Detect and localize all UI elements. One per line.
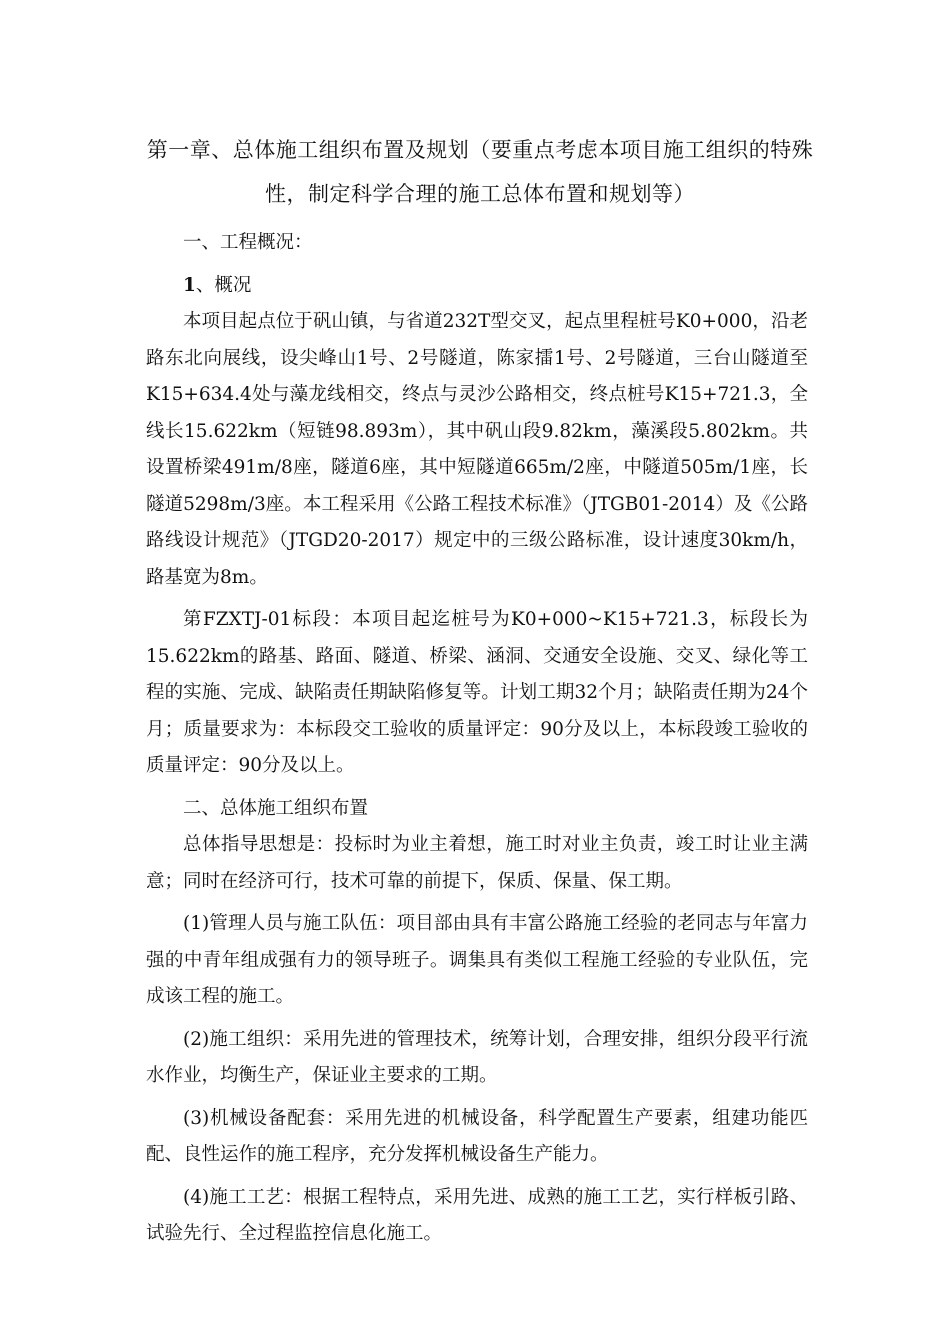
list-item-equipment: (3)机械设备配套：采用先进的机械设备，科学配置生产要素，组建功能匹配、良性运作的施工程序，充分发挥机械设备生产能力。	[146, 1107, 808, 1165]
paragraph-section-scope: 第FZXTJ-01标段：本项目起迄桩号为K0+000~K15+721.3，标段长为15.622km的路基、路面、隧道、桥梁、涵洞、交通安全设施、交叉、绿化等工程的实施、完成、缺陷责任期缺陷修复等。计划工期32个月；缺陷责任期为24个月；质量要求为：本标段交工验收的质量评定：90分及以上，本标段竣工验收的质量评定：90分及以上。	[146, 609, 808, 776]
subsection-number: 1	[183, 274, 196, 296]
document-body	[146, 225, 808, 1253]
section-heading-organization: 二、总体施工组织布置	[183, 797, 369, 819]
chapter-title: 第一章、总体施工组织布置及规划（要重点考虑本项目施工组织的特殊性，制定科学合理的施工总体布置和规划等）	[146, 138, 814, 206]
list-item-organization: (2)施工组织：采用先进的管理技术，统筹计划，合理安排，组织分段平行流水作业，均衡生产，保证业主要求的工期。	[146, 1028, 808, 1086]
subsection-label: 、概况	[195, 274, 252, 296]
paragraph-project-overview: 本项目起点位于矾山镇，与省道232T型交叉，起点里程桩号K0+000，沿老路东北向展线，设尖峰山1号、2号隧道，陈家擂1号、2号隧道，三台山隧道至K15+634.4处与藻龙线相交，终点与灵沙公路相交，终点桩号K15+721.3，全线长15.622km（短链98.893m），其中矾山段9.82km，藻溪段5.802km。共设置桥梁491m/8座，隧道6座，其中短隧道665m/2座，中隧道505m/1座，长隧道5298m/3座。本工程采用《公路工程技术标准》（JTGB01-2014）及《公路路线设计规范》（JTGD20-2017）规定中的三级公路标准，设计速度30km/h，路基宽为8m。	[146, 311, 808, 588]
list-item-process: (4)施工工艺：根据工程特点，采用先进、成熟的施工工艺，实行样板引路、试验先行、全过程监控信息化施工。	[146, 1186, 808, 1244]
subsection-heading-overview	[146, 268, 808, 305]
section-heading-overview: 一、工程概况：	[183, 232, 313, 253]
paragraph-guiding-principle: 总体指导思想是：投标时为业主着想，施工时对业主负责，竣工时让业主满意；同时在经济可行，技术可靠的前提下，保质、保量、保工期。	[146, 834, 808, 892]
list-item-management: (1)管理人员与施工队伍：项目部由具有丰富公路施工经验的老同志与年富力强的中青年组成强有力的领导班子。调集具有类似工程施工经验的专业队伍，完成该工程的施工。	[146, 913, 808, 1007]
